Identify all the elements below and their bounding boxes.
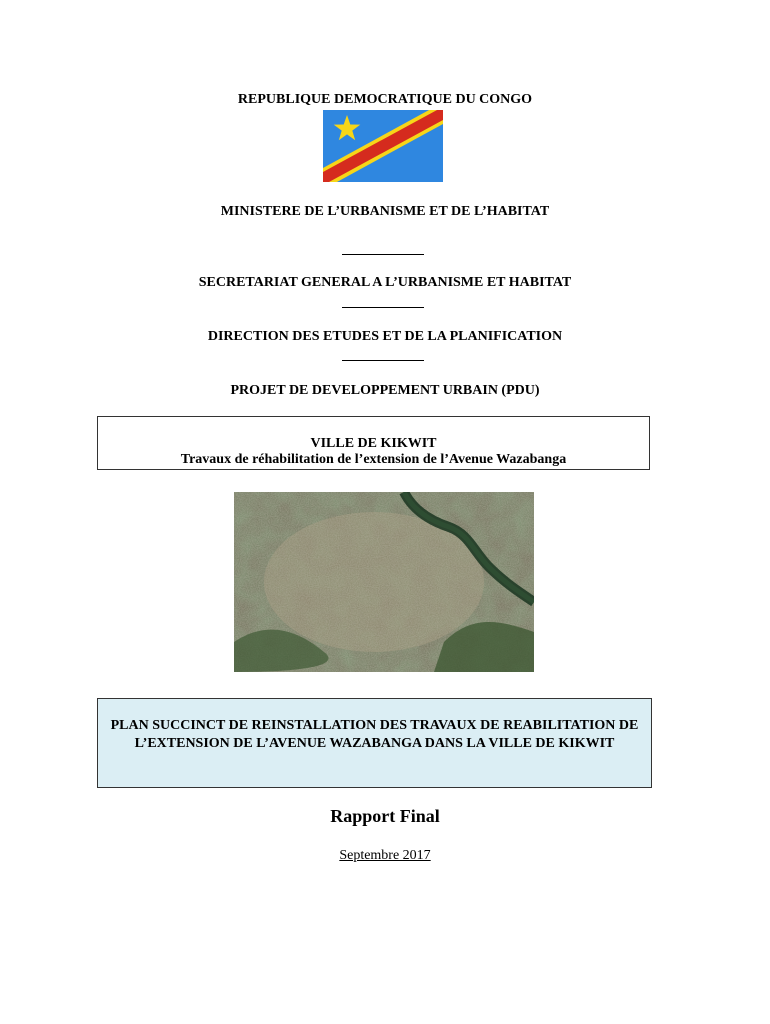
- project-heading: PROJET DE DEVELOPPEMENT URBAIN (PDU): [230, 383, 540, 398]
- separator-line: [342, 360, 424, 361]
- location-box: [97, 416, 650, 470]
- kikwit-aerial-photo: [234, 492, 534, 672]
- country-heading: REPUBLIQUE DEMOCRATIQUE DU CONGO: [237, 92, 533, 107]
- report-title: Rapport Final: [330, 806, 440, 826]
- plan-title-box: [97, 698, 652, 788]
- separator-line: [342, 254, 424, 255]
- drc-flag: [323, 110, 443, 182]
- ministry-heading: MINISTERE DE L’URBANISME ET DE L’HABITAT: [220, 204, 550, 219]
- separator-line: [342, 307, 424, 308]
- report-date: Septembre 2017: [339, 848, 431, 863]
- secretariat-heading: SECRETARIAT GENERAL A L’URBANISME ET HABITAT: [198, 275, 572, 290]
- direction-heading: DIRECTION DES ETUDES ET DE LA PLANIFICATION: [207, 329, 563, 344]
- plan-title: PLAN SUCCINCT DE REINSTALLATION DES TRAVAUX DE REABILITATION DE L’EXTENSION DE L’AVENUE WAZABANGA DANS LA VILLE DE KIKWIT: [110, 718, 639, 751]
- city-label: VILLE DE KIKWIT: [310, 436, 437, 451]
- works-label: Travaux de réhabilitation de l’extension de l’Avenue Wazabanga: [180, 452, 567, 467]
